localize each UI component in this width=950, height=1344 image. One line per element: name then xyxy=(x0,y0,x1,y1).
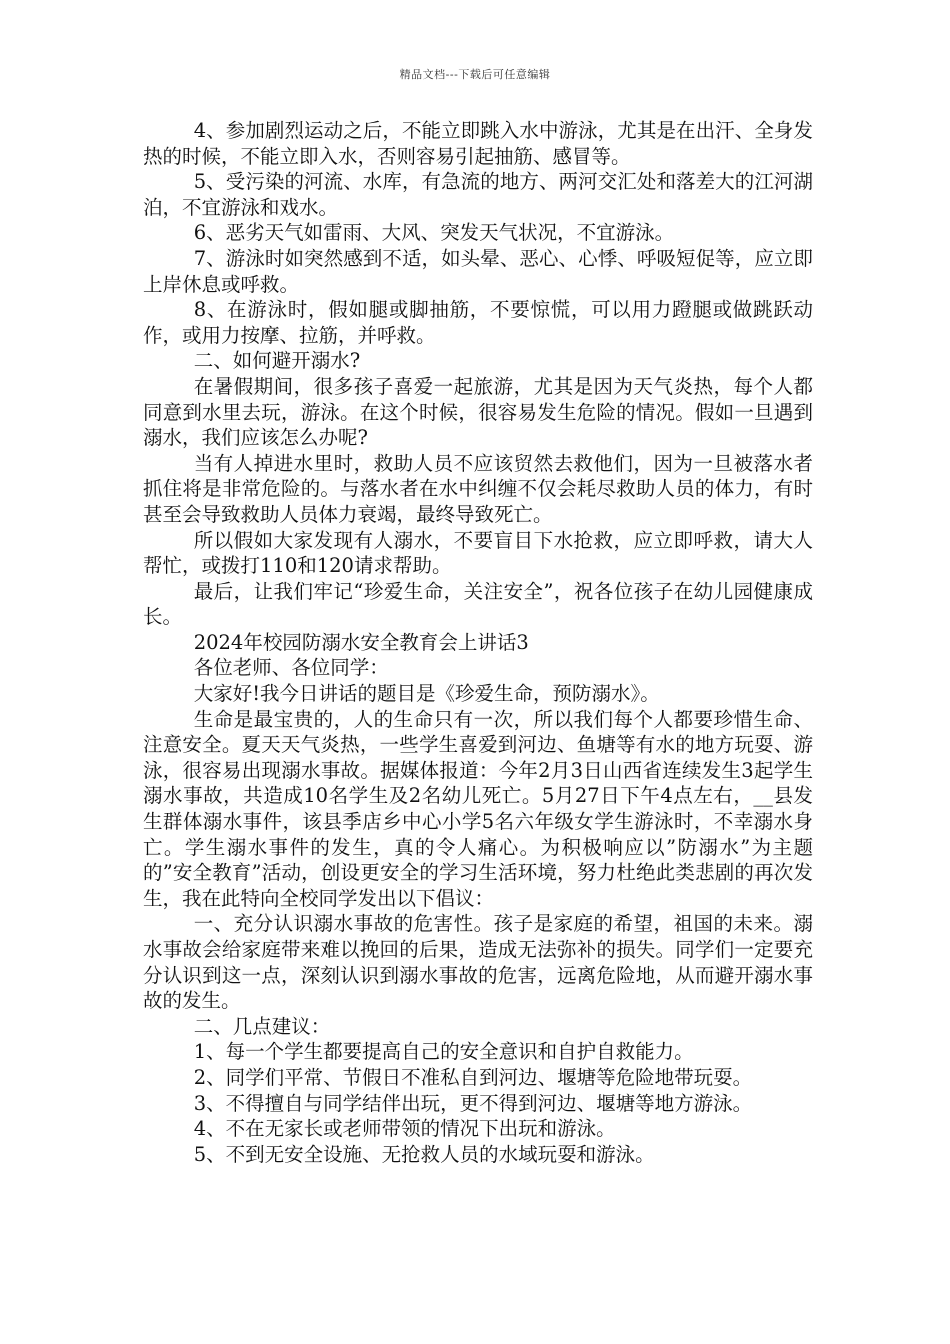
suggestion-2: 2、同学们平常、节假日不准私自到河边、堰塘等危险地带玩耍。 xyxy=(193,1065,753,1089)
paragraph-summer-travel: 在暑假期间，很多孩子喜爱一起旅游，尤其是因为天气炎热，每个人都同意到水里去玩，游泳。在这个时候，很容易发生危险的情况。假如一旦遇到溺水，我们应该怎么办呢? xyxy=(143,374,813,450)
paragraph-rule-8: 8、在游泳时，假如腿或脚抽筋，不要惊慌，可以用力蹬腿或做跳跃动作，或用力按摩、拉筋，并呼救。 xyxy=(143,298,813,347)
suggestion-3: 3、不得擅自与同学结伴出玩，更不得到河边、堰塘等地方游泳。 xyxy=(193,1091,753,1115)
paragraph-rule-6: 6、恶劣天气如雷雨、大风、突发天气状况，不宜游泳。 xyxy=(193,221,675,245)
suggestion-4: 4、不在无家长或老师带领的情况下出玩和游泳。 xyxy=(193,1117,616,1141)
paragraph-life-precious: 生命是最宝贵的，人的生命只有一次，所以我们每个人都要珍惜生命、注意安全。夏天天气炎热，一些学生喜爱到河边、鱼塘等有水的地方玩耍、游泳，很容易出现溺水事故。据媒体报道：今年2月3日山西省连续发生3起学生溺水事故，共造成10名学生及2名幼儿死亡。5月27日下午4点左右，__县发生群体溺水事件，该县季店乡中心小学5名六年级女学生游泳时，不幸溺水身亡。学生溺水事件的发生，真的令人痛心。为积极响应以”防溺水”为主题的”安全教育”活动，创设更安全的学习生活环境，努力杜绝此类悲剧的再次发生，我在此特向全校同学发出以下倡议： xyxy=(143,707,813,910)
document-body xyxy=(143,118,813,1167)
paragraph-recognize-danger: 一、充分认识溺水事故的危害性。孩子是家庭的希望，祖国的未来。溺水事故会给家庭带来难以挽回的后果，造成无法弥补的损失。同学们一定要充分认识到这一点，深刻认识到溺水事故的危害，远离危险地，从而避开溺水事故的发生。 xyxy=(143,912,813,1013)
paragraph-call-help: 所以假如大家发现有人溺水，不要盲目下水抢救，应立即呼救，请大人帮忙，或拨打110和120请求帮助。 xyxy=(143,528,813,578)
paragraph-rule-5: 5、受污染的河流、水库，有急流的地方、两河交汇处和落差大的江河湖泊，不宜游泳和戏水。 xyxy=(143,170,813,219)
section-heading-suggestions: 二、几点建议： xyxy=(193,1014,331,1038)
paragraph-closing: 最后，让我们牢记“珍爱生命，关注安全”，祝各位孩子在幼儿园健康成长。 xyxy=(143,579,813,629)
speech-greeting: 各位老师、各位同学： xyxy=(193,656,389,680)
speech-topic: 大家好!我今日讲话的题目是《珍爱生命，预防溺水》。 xyxy=(193,682,660,706)
speech-title: 2024年校园防溺水安全教育会上讲话3 xyxy=(193,630,529,654)
suggestion-5: 5、不到无安全设施、无抢救人员的水域玩耍和游泳。 xyxy=(193,1142,655,1166)
section-heading-avoid-drowning: 二、如何避开溺水? xyxy=(193,349,361,373)
paragraph-rule-4: 4、参加剧烈运动之后，不能立即跳入水中游泳，尤其是在出汗、全身发热的时候，不能立即入水，否则容易引起抽筋、感冒等。 xyxy=(143,119,813,168)
suggestion-1: 1、每一个学生都要提高自己的安全意识和自护自救能力。 xyxy=(193,1040,694,1064)
paragraph-rescue-danger: 当有人掉进水里时，救助人员不应该贸然去救他们，因为一旦被落水者抓住将是非常危险的。与落水者在水中纠缠不仅会耗尽救助人员的体力，有时甚至会导致救助人员体力衰竭，最终导致死亡。 xyxy=(143,451,813,526)
paragraph-rule-7: 7、游泳时如突然感到不适，如头晕、恶心、心悸、呼吸短促等，应立即上岸休息或呼救。 xyxy=(143,246,813,296)
page-header: 精品文档---下载后可任意编辑 xyxy=(399,68,551,81)
